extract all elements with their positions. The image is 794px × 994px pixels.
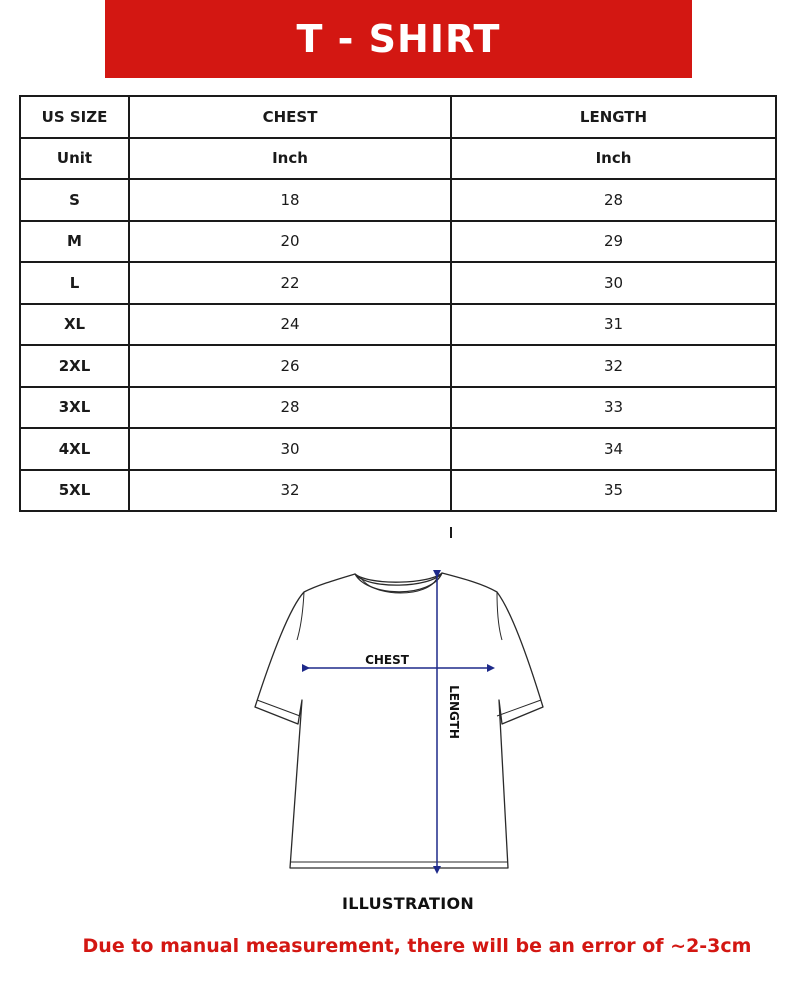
- length-value: 32: [451, 345, 776, 387]
- table-row: [20, 387, 776, 429]
- size-cell: 2XL: [20, 345, 129, 387]
- illustration-caption: ILLUSTRATION: [341, 894, 475, 913]
- title-banner: [105, 0, 692, 78]
- chest-label: CHEST: [365, 653, 409, 667]
- length-value: 30: [451, 262, 776, 304]
- tshirt-illustration: [250, 565, 550, 885]
- size-cell: M: [20, 221, 129, 263]
- chest-value: 18: [129, 179, 451, 221]
- table-row: [20, 428, 776, 470]
- chest-value: 22: [129, 262, 451, 304]
- size-cell: 3XL: [20, 387, 129, 429]
- table-row: [20, 345, 776, 387]
- chest-value: 24: [129, 304, 451, 346]
- header-us-size: US SIZE: [20, 96, 129, 138]
- length-value: 35: [451, 470, 776, 512]
- size-chart-table: [19, 95, 777, 512]
- measurement-note: Due to manual measurement, there will be an error of ~2-3cm: [82, 935, 752, 957]
- header-length: LENGTH: [451, 96, 776, 138]
- size-cell: 5XL: [20, 470, 129, 512]
- divider: [450, 527, 452, 538]
- chest-value: 26: [129, 345, 451, 387]
- table-row: [20, 262, 776, 304]
- shirt-body-outline: [255, 573, 543, 868]
- size-cell: XL: [20, 304, 129, 346]
- length-value: 33: [451, 387, 776, 429]
- chest-value: 20: [129, 221, 451, 263]
- length-value: 29: [451, 221, 776, 263]
- chest-value: 28: [129, 387, 451, 429]
- length-value: 34: [451, 428, 776, 470]
- unit-label: Unit: [20, 138, 129, 180]
- header-chest: CHEST: [129, 96, 451, 138]
- length-value: 31: [451, 304, 776, 346]
- unit-row: [20, 138, 776, 180]
- chest-unit: Inch: [129, 138, 451, 180]
- header-row: [20, 96, 776, 138]
- table-row: [20, 179, 776, 221]
- length-label: LENGTH: [447, 685, 461, 739]
- size-cell: S: [20, 179, 129, 221]
- length-unit: Inch: [451, 138, 776, 180]
- page-title: T - SHIRT: [296, 17, 501, 61]
- chest-value: 30: [129, 428, 451, 470]
- table-row: [20, 221, 776, 263]
- table-row: [20, 470, 776, 512]
- size-cell: L: [20, 262, 129, 304]
- length-value: 28: [451, 179, 776, 221]
- table-row: [20, 304, 776, 346]
- chest-value: 32: [129, 470, 451, 512]
- size-cell: 4XL: [20, 428, 129, 470]
